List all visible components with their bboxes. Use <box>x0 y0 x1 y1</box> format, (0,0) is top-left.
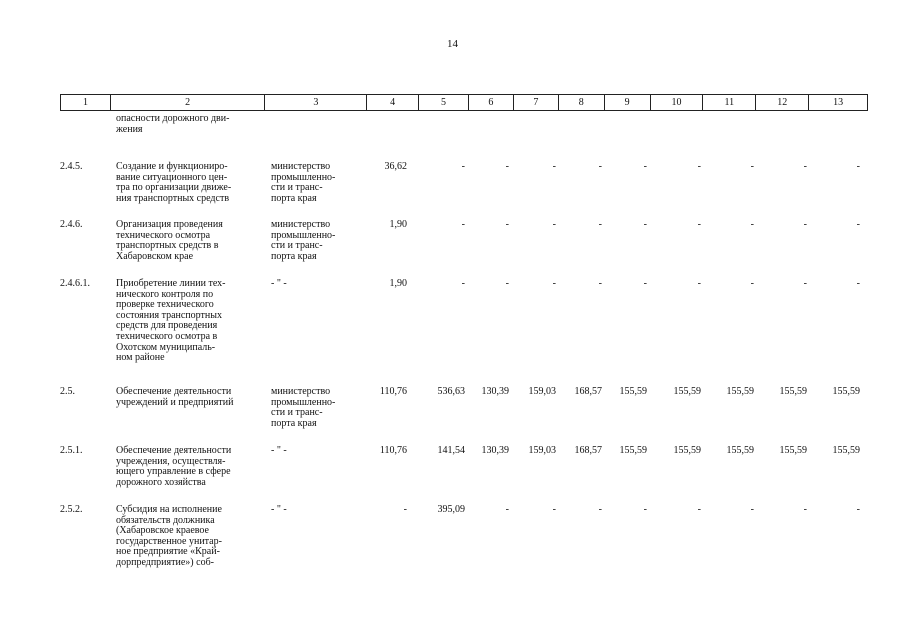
row-activity-name <box>116 279 266 364</box>
row-number: 2.4.6. <box>60 219 83 230</box>
activity-name-line: тра по организации движе- <box>116 182 232 194</box>
executor-line: - " - <box>271 504 287 515</box>
activity-name-line: (Хабаровское краевое <box>116 525 209 537</box>
activity-name-line: технического осмотра <box>116 229 211 241</box>
row-number: 2.5.2. <box>60 504 83 515</box>
value-cell-col-12: - <box>803 219 807 230</box>
value-cell-col-5: - <box>461 278 465 289</box>
value-cell-col-9: - <box>643 278 647 289</box>
value-cell-col-9: - <box>643 219 647 230</box>
value-cell-col-4: - <box>403 504 407 515</box>
activity-name-line: Обеспечение деятельности <box>116 386 232 397</box>
activity-name-line: учреждения, осуществля- <box>116 455 226 467</box>
row-number: 2.5. <box>60 386 75 397</box>
value-cell-col-8: - <box>598 219 602 230</box>
value-cell-col-13: 155,59 <box>832 386 860 397</box>
executor-line: - " - <box>271 445 287 456</box>
value-cell-col-6: 130,39 <box>481 386 509 397</box>
value-cell-col-7: 159,03 <box>528 386 556 397</box>
executor-line: порта края <box>271 250 317 262</box>
value-cell-col-12: - <box>803 278 807 289</box>
executor-line: сти и транс- <box>271 407 323 419</box>
value-cell-col-5: 395,09 <box>437 504 465 515</box>
value-cell-col-10: - <box>697 219 701 230</box>
activity-name-line: государственное унитар- <box>116 535 222 547</box>
value-cell-col-7: - <box>552 219 556 230</box>
value-cell-col-5: - <box>461 219 465 230</box>
executor-line: министерство <box>271 161 331 172</box>
value-cell-col-8: 168,57 <box>574 445 602 456</box>
column-header-3: 3 <box>265 95 367 110</box>
value-cell-col-7: - <box>552 161 556 172</box>
value-cell-col-10: - <box>697 161 701 172</box>
value-cell-col-6: - <box>505 219 509 230</box>
executor-line: сти и транс- <box>271 182 323 194</box>
activity-name-line: жения <box>116 123 143 135</box>
activity-name-line: Охотском муниципаль- <box>116 341 216 353</box>
value-cell-col-12: 155,59 <box>779 386 807 397</box>
value-cell-col-5: - <box>461 161 465 172</box>
value-cell-col-11: - <box>750 504 754 515</box>
column-header-9: 9 <box>605 95 651 110</box>
activity-name-line: обязательств должника <box>116 514 215 526</box>
column-header-8: 8 <box>559 95 605 110</box>
executor-line: министерство <box>271 219 331 230</box>
executor-line: порта края <box>271 417 317 429</box>
activity-name-line: нического контроля по <box>116 288 214 300</box>
page-number: 14 <box>447 38 458 50</box>
value-cell-col-11: - <box>750 219 754 230</box>
activity-name-line: учреждений и предприятий <box>116 396 234 408</box>
activity-name-line: Создание и функциониро- <box>116 161 228 172</box>
activity-name-line: дорпредприятие») соб- <box>116 556 214 568</box>
table-header <box>60 94 868 111</box>
activity-name-line: проверке технического <box>116 299 214 311</box>
value-cell-col-11: 155,59 <box>726 386 754 397</box>
column-header-11: 11 <box>703 95 756 110</box>
activity-name-line: ном районе <box>116 352 165 364</box>
value-cell-col-13: - <box>856 504 860 515</box>
value-cell-col-6: - <box>505 504 509 515</box>
activity-name-line: ное предприятие «Край- <box>116 546 220 558</box>
column-header-2: 2 <box>111 95 266 110</box>
value-cell-col-9: - <box>643 161 647 172</box>
activity-name-line: средств для проведения <box>116 320 218 332</box>
value-cell-col-11: - <box>750 161 754 172</box>
activity-name-line: Организация проведения <box>116 219 223 230</box>
activity-name-line: дорожного хозяйства <box>116 476 206 488</box>
executor-line: - " - <box>271 278 287 289</box>
value-cell-col-8: - <box>598 278 602 289</box>
column-header-6: 6 <box>469 95 514 110</box>
activity-name-line: вание ситуационного цен- <box>116 171 228 183</box>
column-header-5: 5 <box>419 95 469 110</box>
value-cell-col-9: 155,59 <box>619 445 647 456</box>
column-header-4: 4 <box>367 95 419 110</box>
value-cell-col-10: - <box>697 504 701 515</box>
column-header-13: 13 <box>833 97 844 108</box>
executor-line: промышленно- <box>271 171 336 183</box>
value-cell-col-4: 1,90 <box>389 219 407 230</box>
value-cell-col-13: - <box>856 278 860 289</box>
value-cell-col-8: 168,57 <box>574 386 602 397</box>
value-cell-col-12: - <box>803 161 807 172</box>
value-cell-col-4: 1,90 <box>389 278 407 289</box>
value-cell-col-13: - <box>856 161 860 172</box>
executor-line: промышленно- <box>271 229 336 241</box>
value-cell-col-4: 110,76 <box>379 386 407 397</box>
activity-name-line: технического осмотра в <box>116 330 218 342</box>
row-number: 2.4.5. <box>60 161 83 172</box>
activity-name-line: состояния транспортных <box>116 309 222 321</box>
value-cell-col-8: - <box>598 504 602 515</box>
value-cell-col-5: 536,63 <box>437 386 465 397</box>
row-activity-name <box>116 162 266 204</box>
row-number: 2.4.6.1. <box>60 278 90 289</box>
value-cell-col-12: 155,59 <box>779 445 807 456</box>
activity-name-line: Хабаровском крае <box>116 250 194 262</box>
activity-name-line: Субсидия на исполнение <box>116 504 222 515</box>
activity-name-line: транспортных средств в <box>116 240 219 252</box>
column-header-7: 7 <box>514 95 559 110</box>
executor-line: сти и транс- <box>271 240 323 252</box>
value-cell-col-12: - <box>803 504 807 515</box>
value-cell-col-11: - <box>750 278 754 289</box>
value-cell-col-7: - <box>552 278 556 289</box>
value-cell-col-4: 36,62 <box>384 161 407 172</box>
activity-name-line: Приобретение линии тех- <box>116 278 226 289</box>
value-cell-col-13: - <box>856 219 860 230</box>
column-header-12: 12 <box>756 95 809 110</box>
activity-name-line: Обеспечение деятельности <box>116 445 232 456</box>
value-cell-col-11: 155,59 <box>726 445 754 456</box>
value-cell-col-7: 159,03 <box>528 445 556 456</box>
value-cell-col-13: 155,59 <box>832 445 860 456</box>
value-cell-col-9: 155,59 <box>619 386 647 397</box>
activity-name-line: ния транспортных средств <box>116 192 230 204</box>
row-activity-name <box>116 387 266 408</box>
executor-line: министерство <box>271 386 331 397</box>
value-cell-col-9: - <box>643 504 647 515</box>
row-activity-name <box>116 114 266 135</box>
value-cell-col-10: 155,59 <box>673 386 701 397</box>
activity-name-line: ющего управление в сфере <box>116 466 231 478</box>
row-activity-name <box>116 220 266 262</box>
executor-line: порта края <box>271 192 317 204</box>
column-header-1: 1 <box>61 95 111 110</box>
value-cell-col-10: 155,59 <box>673 445 701 456</box>
value-cell-col-10: - <box>697 278 701 289</box>
row-activity-name <box>116 446 266 488</box>
column-header-10: 10 <box>651 95 704 110</box>
row-number: 2.5.1. <box>60 445 83 456</box>
value-cell-col-6: - <box>505 278 509 289</box>
value-cell-col-6: - <box>505 161 509 172</box>
executor-line: промышленно- <box>271 396 336 408</box>
activity-name-line: опасности дорожного дви- <box>116 113 230 124</box>
row-activity-name <box>116 505 266 569</box>
value-cell-col-6: 130,39 <box>481 445 509 456</box>
value-cell-col-5: 141,54 <box>437 445 465 456</box>
value-cell-col-4: 110,76 <box>379 445 407 456</box>
value-cell-col-7: - <box>552 504 556 515</box>
value-cell-col-8: - <box>598 161 602 172</box>
